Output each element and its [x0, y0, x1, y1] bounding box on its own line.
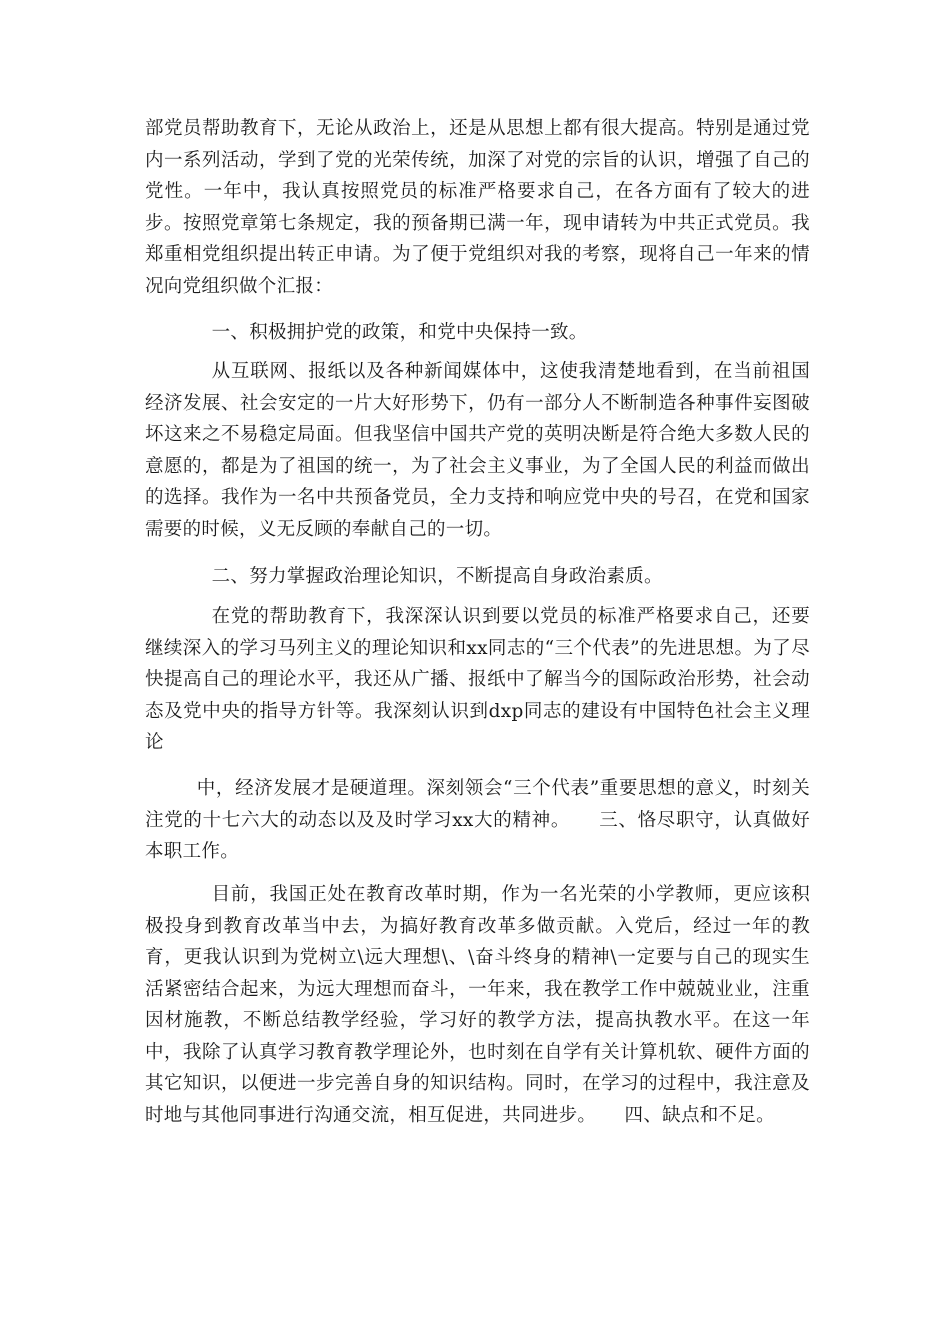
paragraph-section-1: 从互联网、报纸以及各种新闻媒体中，这使我清楚地看到，在当前祖国经济发展、社会安定的一片大好形势下，仍有一部分人不断制造各种事件妄图破坏这来之不易稳定局面。但我坚信中国共产党的英明决断是符合绝大多数人民的意愿的，都是为了祖国的统一，为了社会主义事业，为了全国人民的利益而做出的选择。我作为一名中共预备党员，全力支持和响应党中央的号召，在党和国家需要的时候，义无反顾的奉献自己的一切。	[145, 361, 810, 540]
section-heading-2: 二、努力掌握政治理论知识，不断提高自身政治素质。	[211, 566, 663, 587]
paragraph-intro: 部党员帮助教育下，无论从政治上，还是从思想上都有很大提高。特别是通过党内一系列活动，学到了党的光荣传统，加深了对党的宗旨的认识，增强了自己的党性。一年中，我认真按照党员的标准严格要求自己，在各方面有了较大的进步。按照党章第七条规定，我的预备期已满一年，现申请转为中共正式党员。我郑重相党组织提出转正申请。为了便于党组织对我的考察，现将自己一年来的情况向党组织做个汇报：	[145, 118, 810, 297]
paragraph-section-3: 目前，我国正处在教育改革时期，作为一名光荣的小学教师，更应该积极投身到教育改革当中去，为搞好教育改革多做贡献。入党后，经过一年的教育，更我认识到为党树立\远大理想\、\奋斗终身的精神\一定要与自己的现实生活紧密结合起来，为远大理想而奋斗，一年来，我在教学工作中兢兢业业，注重因材施教，不断总结教学经验，学习好的教学方法，提高执教水平。在这一年中，我除了认真学习教育教学理论外，也时刻在自学有关计算机软、硬件方面的其它知识，以便进一步完善自身的知识结构。同时，在学习的过程中，我注意及时地与其他同事进行沟通交流，相互促进，共同进步。 四、缺点和不足。	[145, 884, 810, 1126]
section-heading-1: 一、积极拥护党的政策，和党中央保持一致。	[211, 322, 588, 343]
paragraph-continuation: 中，经济发展才是硬道理。深刻领会“三个代表”重要思想的意义，时刻关注党的十七六大的动态以及及时学习xx大的精神。 三、恪尽职守，认真做好本职工作。	[145, 778, 810, 862]
paragraph-section-2: 在党的帮助教育下，我深深认识到要以党员的标准严格要求自己，还要继续深入的学习马列主义的理论知识和xx同志的“三个代表”的先进思想。为了尽快提高自己的理论水平，我还从广播、报纸中了解当今的国际政治形势，社会动态及党中央的指导方针等。我深刻认识到dxp同志的建设有中国特色社会主义理论	[145, 606, 810, 753]
